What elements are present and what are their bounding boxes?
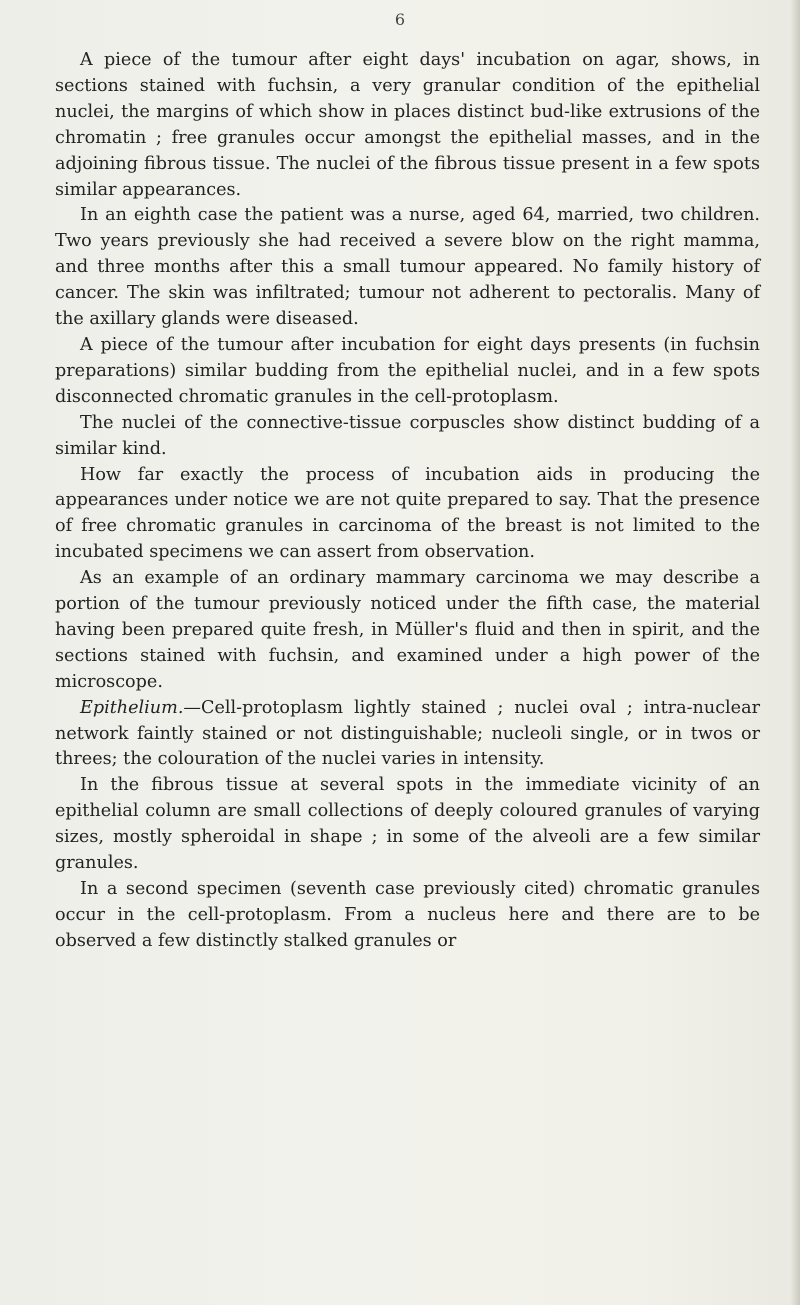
page-number: 6	[394, 10, 406, 29]
paragraph-eight-days-incubation: A piece of the tumour after incubation for eight days presents (in fuchsin preparations) similar budding from the epithelial nuclei, and in a few spots disconnected chromatic granules in the cell-protoplasm.	[55, 334, 760, 407]
paragraph-fibrous-tissue: In the fibrous tissue at several spots in the immediate vicinity of an epithelial column are small collections of deeply coloured granules of varying sizes, mostly spheroidal in shape ; in some of the alveoli are a few similar granules.	[55, 775, 760, 874]
paragraph-how-far: How far exactly the process of incubation aids in producing the appearances under notice we are not quite prepared to say. That the presence of free chromatic granules in carcinoma of the breast is not limited to the incubated specimens we can assert from observation.	[55, 464, 760, 563]
epithelium-heading: Epithelium.	[80, 697, 184, 718]
body-text	[55, 48, 760, 955]
paragraph-incubation-agar: A piece of the tumour after eight days' incubation on agar, shows, in sections stained with fuchsin, a very granular condition of the epithelial nuclei, the margins of which show in places distinct bud-like extrusions of the chromatin ; free granules occur amongst the epithelial masses, and in the adjoining fibrous tissue. The nuclei of the fibrous tissue present in a few spots similar appearances.	[55, 50, 760, 200]
paragraph-ordinary-carcinoma: As an example of an ordinary mammary carcinoma we may describe a portion of the tumour previously noticed under the fifth case, the material having been prepared quite fresh, in Müller's fluid and then in spirit, and the sections stained with fuchsin, and examined under a high power of the microscope.	[55, 568, 760, 692]
paragraph-connective-tissue: The nuclei of the connective-tissue corpuscles show distinct budding of a similar kind.	[55, 412, 760, 459]
paragraph-second-specimen: In a second specimen (seventh case previously cited) chromatic granules occur in the cell-protoplasm. From a nucleus here and there are to be observed a few distinctly stalked granules or	[55, 879, 760, 951]
paragraph-eighth-case: In an eighth case the patient was a nurse, aged 64, married, two children. Two years previously she had received a severe blow on the right mamma, and three months after this a small tumour appeared. No family history of cancer. The skin was infiltrated; tumour not adherent to pectoralis. Many of the axillary glands were diseased.	[55, 205, 760, 330]
paragraph-epithelium	[55, 696, 760, 774]
page-edge-shadow	[790, 0, 800, 1305]
epithelium-text: —Cell-protoplasm lightly stained ; nuclei oval ; intra-nuclear network faintly stained or not distinguishable; nucleoli single, or in twos or threes; the colouration of the nuclei varies in intensity.	[55, 697, 760, 770]
